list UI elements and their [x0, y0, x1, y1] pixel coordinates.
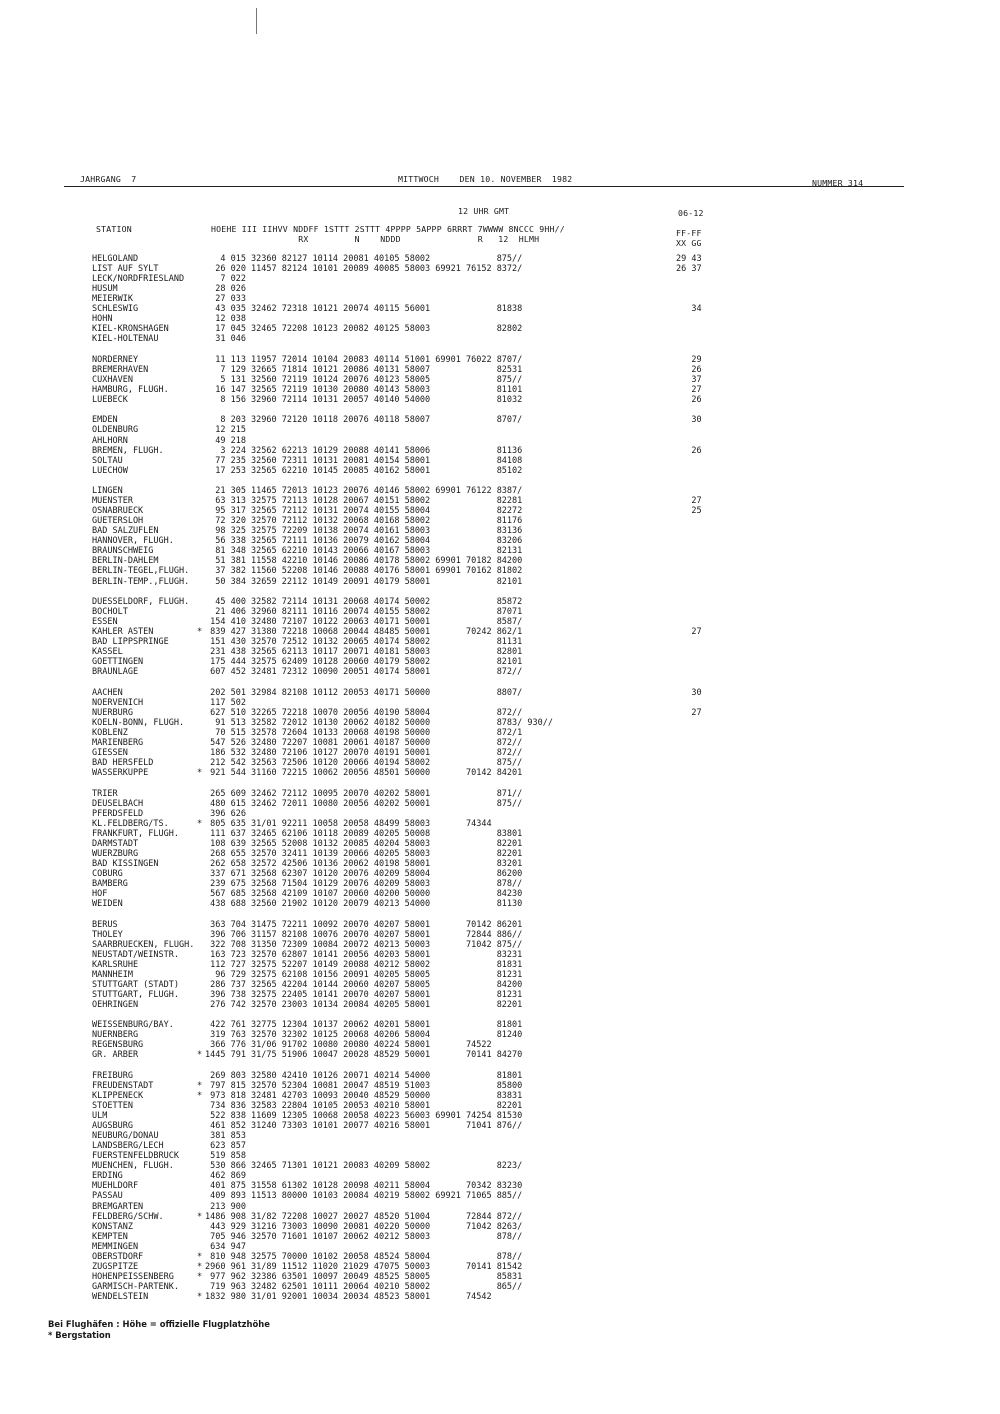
observation-codes: 719 963 32482 62501 10111 20064 40210 58002 865// [205, 1281, 523, 1292]
observation-codes: 422 761 32775 12304 10137 20062 40201 58001 81801 [205, 1020, 523, 1031]
station-name: FUERSTENFELDBRUCK [92, 1151, 179, 1162]
wind-gust: 29 [676, 354, 702, 365]
station-name: BAD SALZUFLEN [92, 526, 159, 537]
station-name: SOLTAU [92, 455, 123, 466]
mountain-station-mark: * [197, 627, 203, 638]
observation-codes: 567 685 32568 42109 10107 20060 40200 50000 84230 [205, 889, 523, 900]
observation-codes: 81 348 32565 62210 10143 20066 40167 58003 82131 [205, 546, 523, 557]
observation-codes: 72 320 32570 72112 10132 20068 40168 58002 81176 [205, 516, 523, 527]
column-codes-line2: RX N NDDD R 12 HLMH [211, 234, 540, 244]
station-name: NUERBURG [92, 707, 133, 718]
observation-codes: 409 893 11513 80000 10103 20084 40219 58002 69921 71065 885// [205, 1191, 523, 1202]
observation-codes: 28 026 [205, 284, 246, 295]
mountain-station-mark: * [197, 1050, 203, 1061]
observation-codes: 268 655 32570 32411 10139 20066 40205 58003 82201 [205, 848, 523, 859]
observation-codes: 239 675 32568 71504 10129 20076 40209 58003 878// [205, 878, 523, 889]
station-name: HELGOLAND [92, 254, 139, 264]
station-name: WENDELSTEIN [92, 1291, 149, 1302]
station-name: AACHEN [92, 687, 123, 698]
observation-codes: 396 706 31157 82108 10076 20070 40207 58001 72844 886// [205, 929, 523, 940]
observation-codes: 4 015 32360 82127 10114 20081 40105 58002 875// [205, 254, 523, 264]
wind-gust: 34 [676, 304, 702, 315]
observation-codes: 49 218 [205, 435, 246, 446]
wind-gust: 27 [676, 627, 702, 638]
observation-codes: 175 444 32575 62409 10128 20060 40179 58002 82101 [205, 657, 523, 668]
station-name: BRAUNSCHWEIG [92, 546, 154, 557]
station-name: ULM [92, 1111, 108, 1122]
station-name: WASSERKUPPE [92, 768, 149, 779]
observation-codes: 461 852 31240 73303 10101 20077 40216 58001 71041 876// [205, 1121, 523, 1132]
station-name: MANNHEIM [92, 969, 133, 980]
station-name: LECK/NORDFRIESLAND [92, 274, 185, 285]
observation-codes: 17 045 32465 72208 10123 20082 40125 58003 82802 [205, 324, 523, 335]
station-name: GOETTINGEN [92, 657, 144, 668]
station-name: KONSTANZ [92, 1221, 133, 1232]
station-name: WEISSENBURG/BAY. [92, 1020, 174, 1031]
station-name: PASSAU [92, 1191, 123, 1202]
observation-codes: 519 858 [205, 1151, 246, 1162]
station-name: OBERSTDORF [92, 1251, 144, 1262]
station-name: HAMBURG, FLUGH. [92, 384, 169, 395]
mountain-station-mark: * [197, 1080, 203, 1091]
station-name: STUTTGART, FLUGH. [92, 989, 179, 1000]
observation-codes: 322 708 31350 72309 10084 20072 40213 50003 71042 875// [205, 939, 523, 950]
observation-codes: 91 513 32582 72012 10130 20062 40182 50000 8783/ 930// [205, 717, 553, 728]
station-name: KL.FELDBERG/TS. [92, 818, 169, 829]
observation-codes: 797 815 32570 52304 10081 20047 48519 51003 85800 [205, 1080, 523, 1091]
mountain-station-mark: * [197, 1261, 203, 1272]
observation-codes: 1486 908 31/82 72208 10027 20027 48520 51004 72844 872// [205, 1211, 523, 1222]
observation-codes: 63 313 32575 72113 10128 20067 40151 58002 82281 [205, 496, 523, 507]
observation-codes: 265 609 32462 72112 10095 20070 40202 58001 871// [205, 788, 523, 799]
observation-codes: 839 427 31380 72218 10068 20044 48485 50001 70242 862/1 [205, 627, 523, 638]
observation-codes: 7 022 [205, 274, 246, 285]
jahrgang: JAHRGANG 7 [80, 174, 137, 184]
station-name: BRAUNLAGE [92, 667, 139, 678]
observation-codes: 810 948 32575 70000 10102 20058 48524 58004 878// [205, 1251, 523, 1262]
station-name: FRANKFURT, FLUGH. [92, 828, 179, 839]
observation-codes: 8 203 32960 72120 10118 20076 40118 58007 8707/ [205, 415, 523, 426]
station-name: NOERVENICH [92, 697, 144, 708]
station-name: HOHN [92, 314, 113, 325]
station-name: NUERNBERG [92, 1030, 139, 1041]
station-name: WUERZBURG [92, 848, 139, 859]
observation-codes: 95 317 32565 72112 10131 20074 40155 58004 82272 [205, 506, 523, 517]
station-name: KEMPTEN [92, 1231, 128, 1242]
header-rule [64, 186, 904, 187]
observation-codes: 1832 980 31/01 92001 10034 20034 48523 58001 74542 [205, 1291, 492, 1302]
station-name: BAMBERG [92, 878, 128, 889]
observation-codes: 11 113 11957 72014 10104 20083 40114 51001 69901 76022 8707/ [205, 354, 523, 365]
station-name: GIESSEN [92, 748, 128, 759]
observation-codes: 31 046 [205, 334, 246, 345]
station-name: BERUS [92, 919, 118, 930]
wind-gust: 27 [676, 384, 702, 395]
station-name: NORDERNEY [92, 354, 139, 365]
wind-gust: 37 [676, 374, 702, 385]
station-name: MUENCHEN, FLUGH. [92, 1161, 174, 1172]
wind-gust: 25 [676, 506, 702, 517]
station-name: LUEBECK [92, 395, 128, 405]
observation-codes: 98 325 32575 72209 10138 20074 40161 58003 83136 [205, 526, 523, 537]
observation-codes: 705 946 32570 71601 10107 20062 40212 58003 878// [205, 1231, 523, 1242]
observation-codes: 319 763 32570 32302 10125 20068 40206 58004 81240 [205, 1030, 523, 1041]
station-name: DEUSELBACH [92, 798, 144, 809]
station-name: HOF [92, 889, 108, 900]
station-name: GARMISCH-PARTENK. [92, 1281, 179, 1292]
observation-codes: 108 639 32565 52008 10132 20085 40204 58003 82201 [205, 838, 523, 849]
station-name: SAARBRUECKEN, FLUGH. [92, 939, 195, 950]
station-name: LUECHOW [92, 465, 128, 476]
station-name: NEUSTADT/WEINSTR. [92, 949, 179, 960]
observation-codes: 26 020 11457 82124 10101 20089 40085 58003 69921 76152 8372/ [205, 264, 523, 275]
observation-codes: 163 723 32570 62807 10141 20056 40203 58001 83231 [205, 949, 523, 960]
station-name: KIEL-KRONSHAGEN [92, 324, 169, 335]
station-name: WEIDEN [92, 899, 123, 910]
station-name: FELDBERG/SCHW. [92, 1211, 164, 1222]
wind-gust: 29 43 [676, 254, 702, 264]
mountain-station-mark: * [197, 1291, 203, 1302]
observation-codes: 231 438 32565 62113 10117 20071 40181 58003 82801 [205, 647, 523, 658]
station-name: BREMERHAVEN [92, 364, 149, 375]
observation-codes: 5 131 32560 72119 10124 20076 40123 58005 875// [205, 374, 523, 385]
column-station: STATION [96, 224, 132, 234]
station-name: STOETTEN [92, 1101, 133, 1112]
observation-codes: 16 147 32565 72119 10130 20080 40143 58003 81101 [205, 384, 523, 395]
observation-codes: 623 857 [205, 1141, 246, 1152]
observation-codes: 462 869 [205, 1171, 246, 1182]
time-range: 06-12 [678, 208, 704, 218]
station-name: GUETERSLOH [92, 516, 144, 527]
station-name: FREIBURG [92, 1070, 133, 1081]
station-name: KIEL-HOLTENAU [92, 334, 159, 345]
station-name: ZUGSPITZE [92, 1261, 139, 1272]
observation-codes: 151 430 32570 72512 10132 20065 40174 58002 81131 [205, 637, 523, 648]
station-name: GR. ARBER [92, 1050, 139, 1061]
mountain-station-mark: * [197, 1211, 203, 1222]
station-name: LANDSBERG/LECH [92, 1141, 164, 1152]
wind-gust: 26 [676, 364, 702, 375]
observation-codes: 921 544 31160 72215 10062 20056 48501 50000 70142 84201 [205, 768, 523, 779]
station-name: NEUBURG/DONAU [92, 1131, 159, 1142]
observation-codes: 973 818 32481 42703 10093 20040 48529 50000 83831 [205, 1090, 523, 1101]
mountain-station-mark: * [197, 768, 203, 779]
station-name: TRIER [92, 788, 118, 799]
observation-codes: 77 235 32560 72311 10131 20081 40154 58001 84108 [205, 455, 523, 466]
station-name: KARLSRUHE [92, 959, 139, 970]
station-name: ERDING [92, 1171, 123, 1182]
observation-codes: 977 962 32386 63501 10097 20049 48525 58005 85831 [205, 1271, 523, 1282]
observation-codes: 50 384 32659 22112 10149 20091 40179 58001 82101 [205, 576, 523, 587]
observation-codes: 366 776 31/06 91702 10080 20080 40224 58001 74522 [205, 1040, 492, 1051]
wind-gust: 26 [676, 395, 702, 405]
observation-codes: 276 742 32570 23003 10134 20084 40205 58001 82201 [205, 999, 523, 1010]
column-codes-line1: HOEHE III IIHVV NDDFF 1STTT 2STTT 4PPPP 5APPP 6RRRT 7WWWW 8NCCC 9HH// [211, 224, 565, 234]
issue-number: NUMMER 314 [812, 178, 864, 188]
observation-codes: 202 501 32984 82108 10112 20053 40171 50000 8807/ [205, 687, 523, 698]
column-ff: FF-FF [676, 228, 702, 238]
wind-gust: 27 [676, 707, 702, 718]
station-name: KOELN-BONN, FLUGH. [92, 717, 185, 728]
mountain-station-mark: * [197, 1251, 203, 1262]
station-name: HANNOVER, FLUGH. [92, 536, 174, 547]
observation-codes: 111 637 32465 62106 10118 20089 40205 50008 83801 [205, 828, 523, 839]
observation-codes: 12 038 [205, 314, 246, 325]
observation-codes: 396 738 32575 22405 10141 20070 40207 58001 81231 [205, 989, 523, 1000]
column-xx: XX GG [676, 238, 702, 248]
observation-codes: 734 836 32583 22804 10105 20053 40210 58001 82201 [205, 1101, 523, 1112]
station-name: BREMEN, FLUGH. [92, 445, 164, 456]
footnote-mountain: * Bergstation [48, 1330, 111, 1340]
station-name: BREMGARTEN [92, 1201, 144, 1212]
station-name: MUEHLDORF [92, 1181, 139, 1192]
observation-codes: 12 215 [205, 425, 246, 436]
observation-codes: 480 615 32462 72011 10080 20056 40202 50001 875// [205, 798, 523, 809]
station-name: REGENSBURG [92, 1040, 144, 1051]
station-name: BERLIN-DAHLEM [92, 556, 159, 567]
station-name: SCHLESWIG [92, 304, 139, 315]
station-name: CUXHAVEN [92, 374, 133, 385]
station-name: EMDEN [92, 415, 118, 426]
station-name: BAD LIPPSPRINGE [92, 637, 169, 648]
observation-codes: 262 658 32572 42506 10136 20062 40198 58001 83201 [205, 858, 523, 869]
scan-mark [256, 8, 257, 34]
observation-codes: 43 035 32462 72318 10121 20074 40115 56001 81838 [205, 304, 523, 315]
station-name: KOBLENZ [92, 727, 128, 738]
station-name: BAD KISSINGEN [92, 858, 159, 869]
observation-codes: 27 033 [205, 294, 246, 305]
observation-codes: 381 853 [205, 1131, 246, 1142]
station-name: HOHENPEISSENBERG [92, 1271, 174, 1282]
observation-codes: 607 452 32481 72312 10090 20051 40174 58001 872// [205, 667, 523, 678]
station-name: MEMMINGEN [92, 1241, 139, 1252]
observation-codes: 401 875 31558 61302 10128 20098 40211 58004 70342 83230 [205, 1181, 523, 1192]
station-name: STUTTGART (STADT) [92, 979, 179, 990]
observation-codes: 212 542 32563 72506 10120 20066 40194 58002 875// [205, 758, 523, 769]
station-name: MARIENBERG [92, 737, 144, 748]
observation-codes: 805 635 31/01 92211 10058 20058 48499 58003 74344 [205, 818, 492, 829]
station-name: HUSUM [92, 284, 118, 295]
observation-codes: 17 253 32565 62210 10145 20085 40162 58001 85102 [205, 465, 523, 476]
station-name: BOCHOLT [92, 607, 128, 618]
station-name: FREUDENSTADT [92, 1080, 154, 1091]
observation-codes: 21 305 11465 72013 10123 20076 40146 58002 69901 76122 8387/ [205, 486, 523, 497]
wind-gust: 26 37 [676, 264, 702, 275]
wind-gust: 30 [676, 415, 702, 426]
station-name: OEHRINGEN [92, 999, 139, 1010]
station-name: MUENSTER [92, 496, 133, 507]
observation-codes: 634 947 [205, 1241, 246, 1252]
observation-codes: 438 688 32560 21902 10120 20079 40213 54000 81130 [205, 899, 523, 910]
observation-codes: 3 224 32562 62213 10129 20088 40141 58006 81136 [205, 445, 523, 456]
station-name: AHLHORN [92, 435, 128, 446]
observation-codes: 547 526 32480 72207 10081 20061 40187 50000 872// [205, 737, 523, 748]
station-name: OLDENBURG [92, 425, 139, 436]
observation-codes: 70 515 32578 72604 10133 20068 40198 50000 872/1 [205, 727, 523, 738]
observation-time: 12 UHR GMT [458, 206, 510, 216]
observation-codes: 21 406 32960 82111 10116 20074 40155 58002 87071 [205, 607, 523, 618]
observation-codes: 56 338 32565 72111 10136 20079 40162 58004 83206 [205, 536, 523, 547]
mountain-station-mark: * [197, 1271, 203, 1282]
observation-codes: 286 737 32565 42204 10144 20060 40207 58005 84200 [205, 979, 523, 990]
observation-codes: 37 382 11560 52208 10146 20088 40176 58001 69901 70162 81802 [205, 566, 523, 577]
station-name: DUESSELDORF, FLUGH. [92, 596, 190, 607]
observation-codes: 269 803 32580 42410 10126 20071 40214 54000 81801 [205, 1070, 523, 1081]
station-name: BAD HERSFELD [92, 758, 154, 769]
observation-codes: 522 838 11609 12305 10068 20058 40223 56003 69901 74254 81530 [205, 1111, 523, 1122]
observation-codes: 117 502 [205, 697, 246, 708]
station-name: LIST AUF SYLT [92, 264, 159, 275]
station-name: THOLEY [92, 929, 123, 940]
observation-codes: 7 129 32665 71814 10121 20086 40131 58007 82531 [205, 364, 523, 375]
station-name: MEIERWIK [92, 294, 133, 305]
observation-codes: 443 929 31216 73003 10090 20081 40220 50000 71042 8263/ [205, 1221, 523, 1232]
wind-gust: 26 [676, 445, 702, 456]
observation-codes: 396 626 [205, 808, 246, 819]
footnote-airports: Bei Flughäfen : Höhe = offizielle Flugplatzhöhe [48, 1319, 270, 1329]
mountain-station-mark: * [197, 818, 203, 829]
station-name: PFERDSFELD [92, 808, 144, 819]
observation-codes: 51 381 11558 42210 10146 20086 40178 58002 69901 70182 84200 [205, 556, 523, 567]
observation-codes: 154 410 32480 72107 10122 20063 40171 50001 8587/ [205, 617, 523, 628]
observation-codes: 2960 961 31/89 11512 11020 21029 47075 50003 70141 81542 [205, 1261, 523, 1272]
observation-codes: 96 729 32575 62108 10156 20091 40205 58005 81231 [205, 969, 523, 980]
station-name: COBURG [92, 868, 123, 879]
observation-codes: 363 704 31475 72211 10092 20070 40207 58001 70142 86201 [205, 919, 523, 930]
observation-codes: 530 866 32465 71301 10121 20083 40209 58002 8223/ [205, 1161, 523, 1172]
station-name: ESSEN [92, 617, 118, 628]
station-name: BERLIN-TEGEL,FLUGH. [92, 566, 190, 577]
mountain-station-mark: * [197, 1090, 203, 1101]
station-name: BERLIN-TEMP.,FLUGH. [92, 576, 190, 587]
wind-gust: 27 [676, 496, 702, 507]
date-line: MITTWOCH DEN 10. NOVEMBER 1982 [398, 174, 573, 184]
observation-codes: 186 532 32480 72106 10127 20070 40191 50001 872// [205, 748, 523, 759]
observation-codes: 8 156 32960 72114 10131 20057 40140 54000 81032 [205, 395, 523, 405]
station-name: DARMSTADT [92, 838, 139, 849]
station-name: KAHLER ASTEN [92, 627, 154, 638]
observation-codes: 1445 791 31/75 51906 10047 20028 48529 50001 70141 84270 [205, 1050, 523, 1061]
observation-codes: 45 400 32582 72114 10131 20068 40174 50002 85872 [205, 596, 523, 607]
station-name: OSNABRUECK [92, 506, 144, 517]
observation-codes: 627 510 32265 72218 10070 20056 40190 58004 872// [205, 707, 523, 718]
station-name: KLIPPENECK [92, 1090, 144, 1101]
observation-codes: 213 900 [205, 1201, 246, 1212]
observation-codes: 112 727 32575 52207 10149 20088 40212 58002 81831 [205, 959, 523, 970]
station-name: LINGEN [92, 486, 123, 497]
observation-codes: 337 671 32568 62307 10120 20076 40209 58004 86200 [205, 868, 523, 879]
station-name: KASSEL [92, 647, 123, 658]
station-name: AUGSBURG [92, 1121, 133, 1132]
wind-gust: 30 [676, 687, 702, 698]
